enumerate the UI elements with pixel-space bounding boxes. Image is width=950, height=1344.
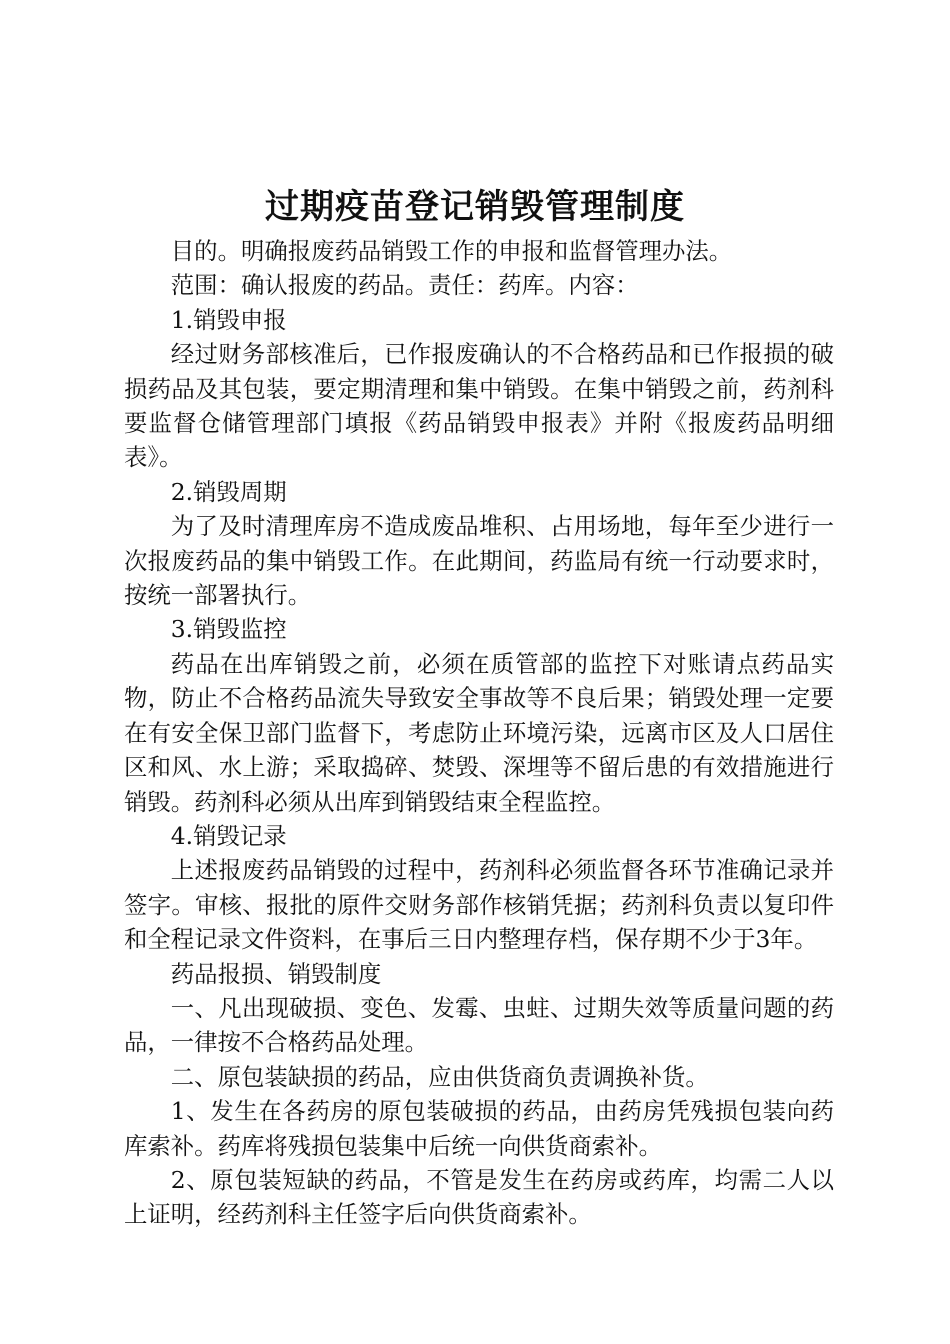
page-title: 过期疫苗登记销毁管理制度 <box>265 187 685 227</box>
paragraph: 二、原包装缺损的药品，应由供货商负责调换补货。 <box>170 1062 709 1091</box>
section-heading: 3.销毁监控 <box>170 615 287 644</box>
section-heading: 2.销毁周期 <box>170 477 287 506</box>
paragraph-scope: 范围：确认报废的药品。责任：药库。内容： <box>170 271 639 300</box>
paragraph: 为了及时清理库房不造成废品堆积、占用场地，每年至少进行一次报废药品的集中销毁工作。在此期间，药监局有统一行动要求时，按统一部署执行。 <box>124 512 834 610</box>
paragraph: 1、发生在各药房的原包装破损的药品，由药房凭残损包装向药库索补。药库将残损包装集中后统一向供货商索补。 <box>124 1097 834 1160</box>
subtitle-heading: 药品报损、销毁制度 <box>170 959 382 988</box>
paragraph-purpose: 目的。明确报废药品销毁工作的申报和监督管理办法。 <box>170 237 733 265</box>
paragraph: 2、原包装短缺的药品，不管是发生在药房或药库，均需二人以上证明，经药剂科主任签字后向供货商索补。 <box>124 1165 834 1229</box>
document-body <box>124 234 834 1232</box>
section-heading: 4.销毁记录 <box>170 821 287 850</box>
paragraph: 一、凡出现破损、变色、发霉、虫蛀、过期失效等质量问题的药品，一律按不合格药品处理。 <box>124 993 834 1057</box>
paragraph: 经过财务部核准后，已作报废确认的不合格药品和已作报损的破损药品及其包装，要定期清理和集中销毁。在集中销毁之前，药剂科要监督仓储管理部门填报《药品销毁申报表》并附《报废药品明细表》。 <box>124 340 834 472</box>
paragraph: 药品在出库销毁之前，必须在质管部的监控下对账请点药品实物，防止不合格药品流失导致安全事故等不良后果；销毁处理一定要在有安全保卫部门监督下，考虑防止环境污染，远离市区及人口居住区和风、水上游；采取捣碎、焚毁、深埋等不留后患的有效措施进行销毁。药剂科必须从出库到销毁结束全程监控。 <box>124 649 834 816</box>
paragraph: 上述报废药品销毁的过程中，药剂科必须监督各环节准确记录并签字。审核、报批的原件交财务部作核销凭据；药剂科负责以复印件和全程记录文件资料，在事后三日内整理存档，保存期不少于3年。 <box>124 856 834 954</box>
section-heading: 1.销毁申报 <box>170 305 287 334</box>
